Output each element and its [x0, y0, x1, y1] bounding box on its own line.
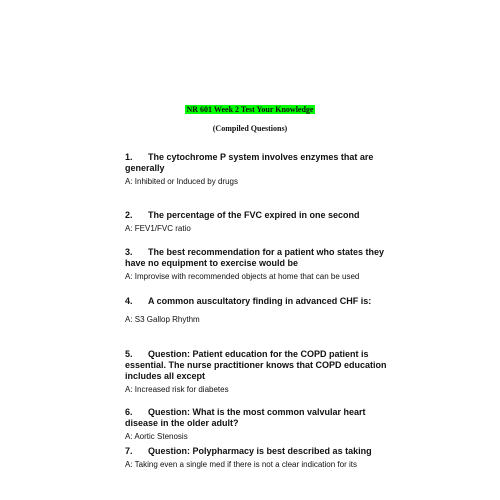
question-text: [125, 247, 395, 269]
question-item: [125, 349, 395, 395]
question-text: [125, 152, 395, 174]
answer-text: A: Increased risk for diabetes: [125, 385, 229, 394]
question-number: 6.: [125, 407, 133, 417]
answer-text: A: FEV1/FVC ratio: [125, 224, 191, 233]
question-item: [125, 446, 395, 470]
question-body: Question: Patient education for the COPD patient is essential. The nurse practitioner knows that COPD education includes all except: [125, 349, 387, 381]
document-subtitle: (Compiled Questions): [212, 124, 288, 133]
question-item: [125, 296, 395, 325]
document-title-highlight: NR 601 Week 2 Test Your Knowledge: [186, 105, 314, 114]
answer-text: A: S3 Gallop Rhythm: [125, 315, 200, 324]
question-item: [125, 407, 395, 442]
question-body: A common auscultatory finding in advanced CHF is:: [148, 296, 372, 306]
document-title: [0, 99, 500, 117]
question-text: [125, 210, 395, 221]
question-number: 2.: [125, 210, 133, 220]
answer-text: A: Aortic Stenosis: [125, 432, 188, 441]
answer-text: A: Inhibited or Induced by drugs: [125, 177, 238, 186]
answer-text: A: Improvise with recommended objects at home that can be used: [125, 272, 360, 281]
question-number: 1.: [125, 152, 133, 162]
question-number: 3.: [125, 247, 133, 257]
question-item: [125, 247, 395, 282]
answer-text: A: Taking even a single med if there is not a clear indication for its: [125, 460, 357, 469]
question-number: 7.: [125, 446, 133, 456]
question-body: Question: What is the most common valvular heart disease in the older adult?: [125, 407, 366, 428]
question-text: [125, 446, 395, 457]
question-item: [125, 210, 395, 234]
question-body: The best recommendation for a patient who states they have no equipment to exercise would be: [125, 247, 385, 268]
question-body: The percentage of the FVC expired in one second: [148, 210, 360, 220]
question-text: [125, 407, 395, 429]
question-number: 5.: [125, 349, 133, 359]
question-body: Question: Polypharmacy is best described as taking: [148, 446, 372, 456]
question-item: [125, 152, 395, 187]
question-body: The cytochrome P system involves enzymes that are generally: [125, 152, 374, 173]
question-text: [125, 296, 395, 307]
question-number: 4.: [125, 296, 133, 306]
question-text: [125, 349, 395, 382]
